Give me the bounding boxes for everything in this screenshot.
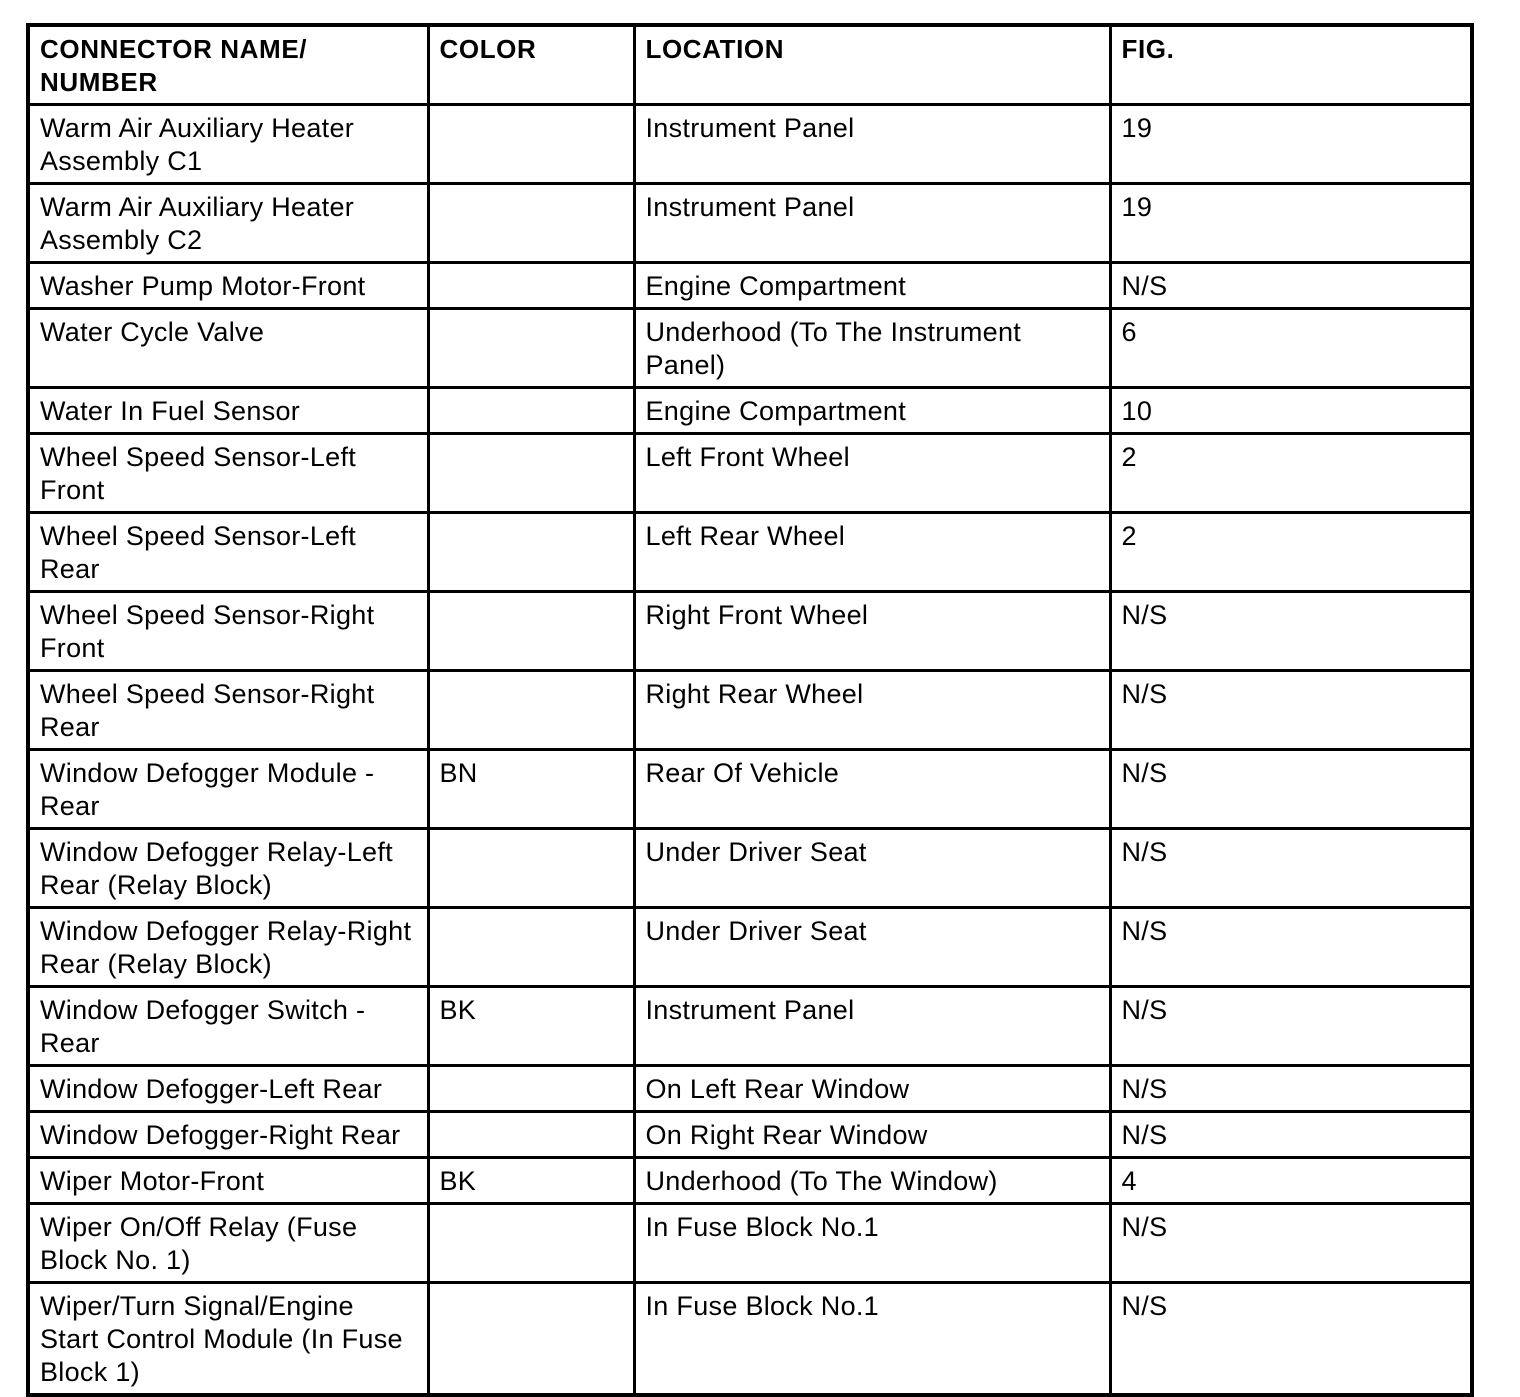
cell-color (428, 671, 634, 750)
table-row (28, 263, 1472, 309)
cell-color (428, 1283, 634, 1396)
cell-connector-name: Wheel Speed Sensor-Right Front (28, 592, 428, 671)
cell-color (428, 263, 634, 309)
table-row (28, 750, 1472, 829)
table-row (28, 184, 1472, 263)
cell-connector-name: Water In Fuel Sensor (28, 388, 428, 434)
cell-location: Instrument Panel (634, 105, 1110, 184)
header-connector-name: CONNECTOR NAME/ NUMBER (28, 25, 428, 105)
table-row (28, 105, 1472, 184)
cell-fig: 10 (1110, 388, 1472, 434)
table-row (28, 513, 1472, 592)
cell-color (428, 105, 634, 184)
cell-color (428, 309, 634, 388)
cell-color (428, 1066, 634, 1112)
cell-fig: N/S (1110, 987, 1472, 1066)
table-row (28, 1112, 1472, 1158)
cell-fig: N/S (1110, 592, 1472, 671)
table-row (28, 1204, 1472, 1283)
cell-fig: N/S (1110, 829, 1472, 908)
cell-color (428, 592, 634, 671)
cell-location: Engine Compartment (634, 263, 1110, 309)
header-fig: FIG. (1110, 25, 1472, 105)
table-row (28, 671, 1472, 750)
cell-color (428, 434, 634, 513)
cell-fig: 19 (1110, 105, 1472, 184)
table-row (28, 1158, 1472, 1204)
cell-color (428, 1112, 634, 1158)
table-row (28, 987, 1472, 1066)
header-location: LOCATION (634, 25, 1110, 105)
table-row (28, 1283, 1472, 1396)
cell-connector-name: Wiper Motor-Front (28, 1158, 428, 1204)
cell-fig: N/S (1110, 1204, 1472, 1283)
table-row (28, 1066, 1472, 1112)
table-row (28, 434, 1472, 513)
cell-location: Instrument Panel (634, 184, 1110, 263)
cell-location: Left Front Wheel (634, 434, 1110, 513)
cell-connector-name: Wiper/Turn Signal/Engine Start Control Module (In Fuse Block 1) (28, 1283, 428, 1396)
cell-location: Under Driver Seat (634, 908, 1110, 987)
cell-connector-name: Warm Air Auxiliary Heater Assembly C1 (28, 105, 428, 184)
cell-connector-name: Window Defogger-Right Rear (28, 1112, 428, 1158)
cell-location: On Right Rear Window (634, 1112, 1110, 1158)
table-row (28, 829, 1472, 908)
table-body (28, 105, 1472, 1396)
header-color: COLOR (428, 25, 634, 105)
cell-connector-name: Warm Air Auxiliary Heater Assembly C2 (28, 184, 428, 263)
cell-location: Instrument Panel (634, 987, 1110, 1066)
cell-fig: N/S (1110, 908, 1472, 987)
cell-fig: N/S (1110, 750, 1472, 829)
cell-color (428, 184, 634, 263)
cell-connector-name: Wiper On/Off Relay (Fuse Block No. 1) (28, 1204, 428, 1283)
table-row (28, 388, 1472, 434)
cell-fig: N/S (1110, 671, 1472, 750)
cell-location: Right Front Wheel (634, 592, 1110, 671)
cell-fig: N/S (1110, 1066, 1472, 1112)
cell-connector-name: Window Defogger Relay-Right Rear (Relay Block) (28, 908, 428, 987)
cell-location: On Left Rear Window (634, 1066, 1110, 1112)
cell-color (428, 908, 634, 987)
cell-fig: N/S (1110, 1112, 1472, 1158)
cell-location: Underhood (To The Instrument Panel) (634, 309, 1110, 388)
cell-location: In Fuse Block No.1 (634, 1204, 1110, 1283)
cell-connector-name: Window Defogger Relay-Left Rear (Relay Block) (28, 829, 428, 908)
cell-color: BK (428, 987, 634, 1066)
cell-location: Underhood (To The Window) (634, 1158, 1110, 1204)
cell-color: BN (428, 750, 634, 829)
table-row (28, 908, 1472, 987)
cell-connector-name: Wheel Speed Sensor-Right Rear (28, 671, 428, 750)
cell-location: Engine Compartment (634, 388, 1110, 434)
cell-connector-name: Window Defogger Module - Rear (28, 750, 428, 829)
cell-connector-name: Wheel Speed Sensor-Left Rear (28, 513, 428, 592)
cell-connector-name: Washer Pump Motor-Front (28, 263, 428, 309)
cell-fig: N/S (1110, 263, 1472, 309)
cell-location: Left Rear Wheel (634, 513, 1110, 592)
cell-fig: 6 (1110, 309, 1472, 388)
cell-fig: 19 (1110, 184, 1472, 263)
cell-connector-name: Window Defogger-Left Rear (28, 1066, 428, 1112)
cell-location: Rear Of Vehicle (634, 750, 1110, 829)
cell-connector-name: Water Cycle Valve (28, 309, 428, 388)
cell-fig: 2 (1110, 513, 1472, 592)
header-row (28, 25, 1472, 105)
table-row (28, 309, 1472, 388)
cell-location: In Fuse Block No.1 (634, 1283, 1110, 1396)
cell-location: Under Driver Seat (634, 829, 1110, 908)
cell-location: Right Rear Wheel (634, 671, 1110, 750)
cell-color (428, 1204, 634, 1283)
cell-connector-name: Window Defogger Switch - Rear (28, 987, 428, 1066)
cell-connector-name: Wheel Speed Sensor-Left Front (28, 434, 428, 513)
cell-fig: 4 (1110, 1158, 1472, 1204)
cell-color (428, 388, 634, 434)
connector-table (26, 23, 1474, 1397)
cell-color: BK (428, 1158, 634, 1204)
cell-color (428, 513, 634, 592)
cell-color (428, 829, 634, 908)
cell-fig: 2 (1110, 434, 1472, 513)
table-row (28, 592, 1472, 671)
table-header (28, 25, 1472, 105)
cell-fig: N/S (1110, 1283, 1472, 1396)
